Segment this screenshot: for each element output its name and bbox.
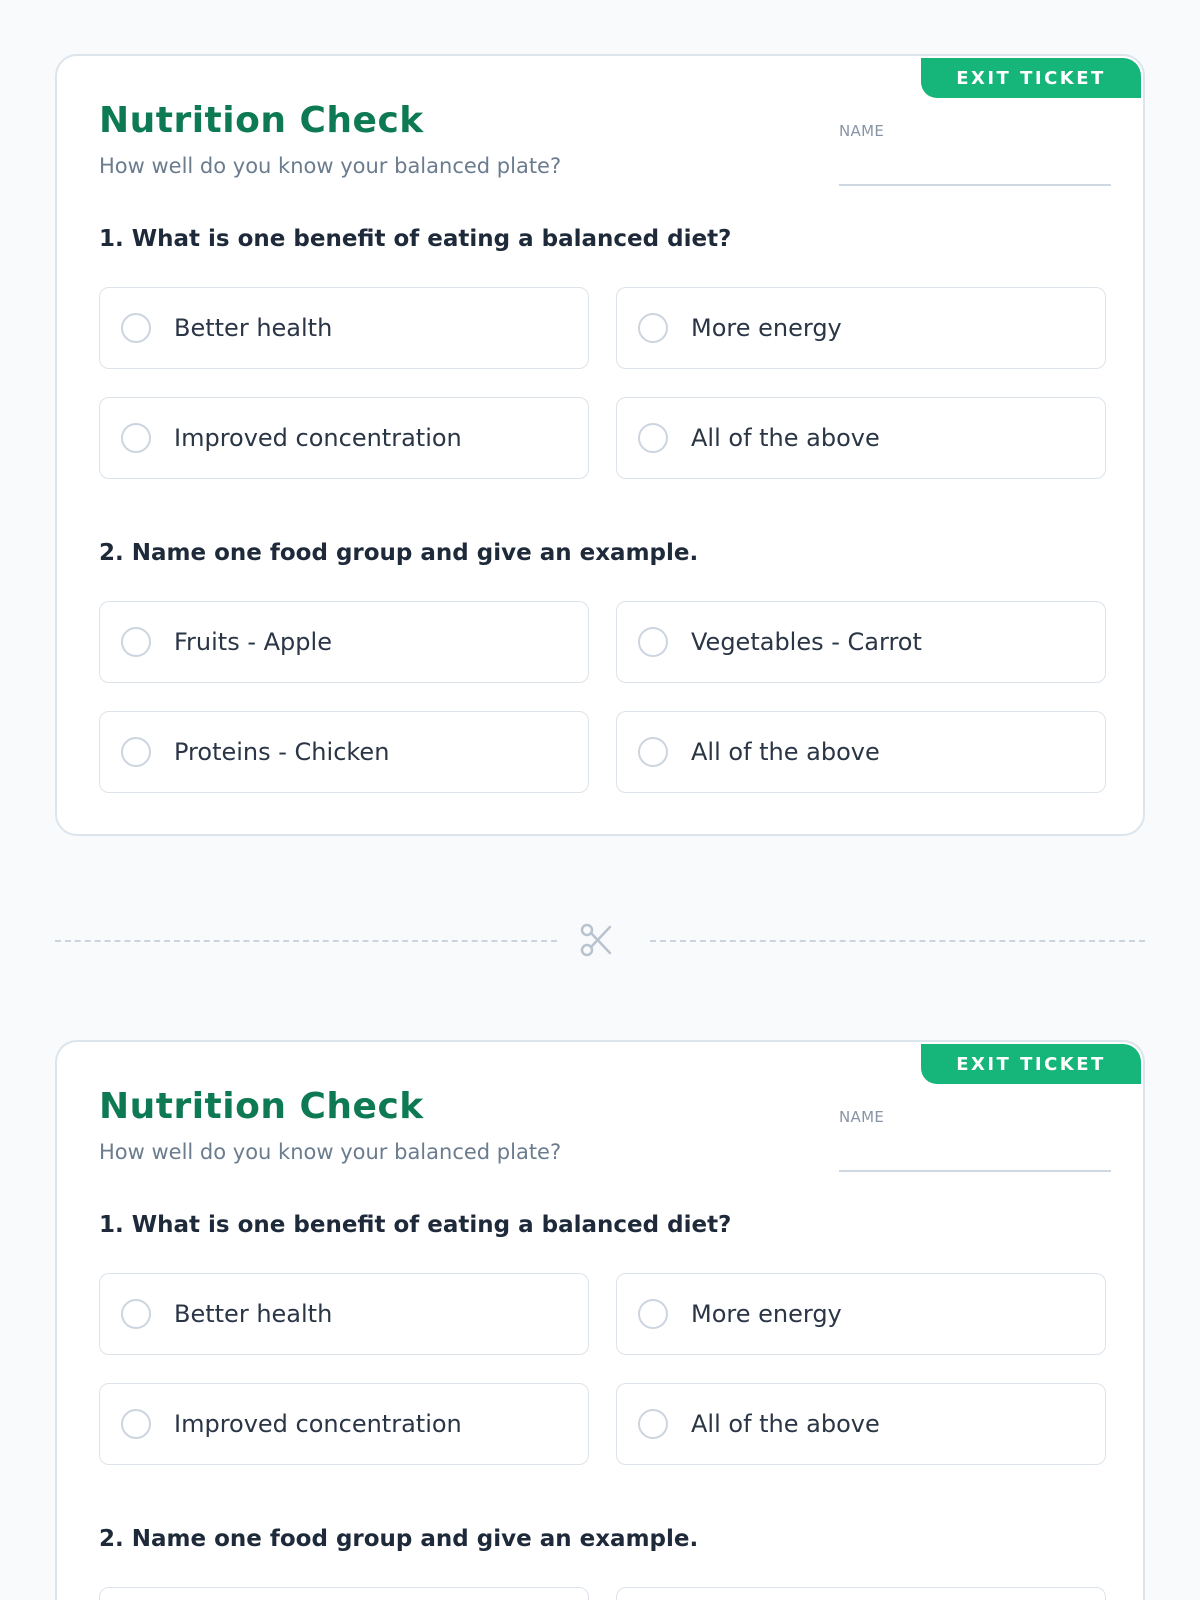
option-improved-concentration[interactable]: [99, 397, 589, 479]
option-label: Better health: [174, 314, 333, 342]
option-label: All of the above: [691, 1410, 880, 1438]
name-label: NAME: [839, 1108, 885, 1126]
option-label: More energy: [691, 314, 842, 342]
option-partial[interactable]: [99, 1587, 589, 1600]
option-fruits-apple[interactable]: [99, 601, 589, 683]
option-label: More energy: [691, 1300, 842, 1328]
question-1: 1. What is one benefit of eating a balanced diet?: [99, 1212, 732, 1238]
ticket-subtitle: How well do you know your balanced plate?: [99, 1140, 562, 1164]
option-label: All of the above: [691, 424, 880, 452]
option-label: All of the above: [691, 738, 880, 766]
option-label: Better health: [174, 1300, 333, 1328]
exit-ticket-card: [55, 54, 1145, 836]
name-input[interactable]: [839, 182, 1111, 186]
radio-button[interactable]: [638, 313, 668, 343]
option-proteins-chicken[interactable]: [99, 711, 589, 793]
dashed-line: [55, 940, 557, 942]
option-label: Vegetables - Carrot: [691, 628, 922, 656]
radio-button[interactable]: [638, 627, 668, 657]
option-all-of-the-above[interactable]: [616, 397, 1106, 479]
radio-button[interactable]: [638, 737, 668, 767]
name-input[interactable]: [839, 1168, 1111, 1172]
option-vegetables-carrot[interactable]: [616, 601, 1106, 683]
ticket-title: Nutrition Check: [99, 1086, 424, 1127]
radio-button[interactable]: [121, 627, 151, 657]
option-label: Improved concentration: [174, 424, 462, 452]
question-2: 2. Name one food group and give an example.: [99, 1526, 699, 1552]
radio-button[interactable]: [121, 1299, 151, 1329]
question-1: 1. What is one benefit of eating a balanced diet?: [99, 226, 732, 252]
radio-button[interactable]: [638, 1299, 668, 1329]
cut-line-divider: [55, 920, 1145, 960]
ticket-title: Nutrition Check: [99, 100, 424, 141]
option-partial[interactable]: [616, 1587, 1106, 1600]
ticket-subtitle: How well do you know your balanced plate?: [99, 154, 562, 178]
option-label: Proteins - Chicken: [174, 738, 390, 766]
option-better-health[interactable]: [99, 287, 589, 369]
option-improved-concentration[interactable]: [99, 1383, 589, 1465]
radio-button[interactable]: [121, 737, 151, 767]
radio-button[interactable]: [638, 423, 668, 453]
radio-button[interactable]: [121, 1409, 151, 1439]
option-all-of-the-above[interactable]: [616, 1383, 1106, 1465]
option-label: Fruits - Apple: [174, 628, 332, 656]
option-all-of-the-above[interactable]: [616, 711, 1106, 793]
exit-ticket-badge: EXIT TICKET: [921, 1044, 1141, 1084]
radio-button[interactable]: [121, 423, 151, 453]
option-better-health[interactable]: [99, 1273, 589, 1355]
question-2: 2. Name one food group and give an example.: [99, 540, 699, 566]
dashed-line: [650, 940, 1145, 942]
exit-ticket-card: [55, 1040, 1145, 1600]
option-more-energy[interactable]: [616, 1273, 1106, 1355]
name-label: NAME: [839, 122, 885, 140]
exit-ticket-badge: EXIT TICKET: [921, 58, 1141, 98]
option-more-energy[interactable]: [616, 287, 1106, 369]
option-label: Improved concentration: [174, 1410, 462, 1438]
radio-button[interactable]: [121, 313, 151, 343]
scissors-icon: [579, 922, 615, 958]
radio-button[interactable]: [638, 1409, 668, 1439]
